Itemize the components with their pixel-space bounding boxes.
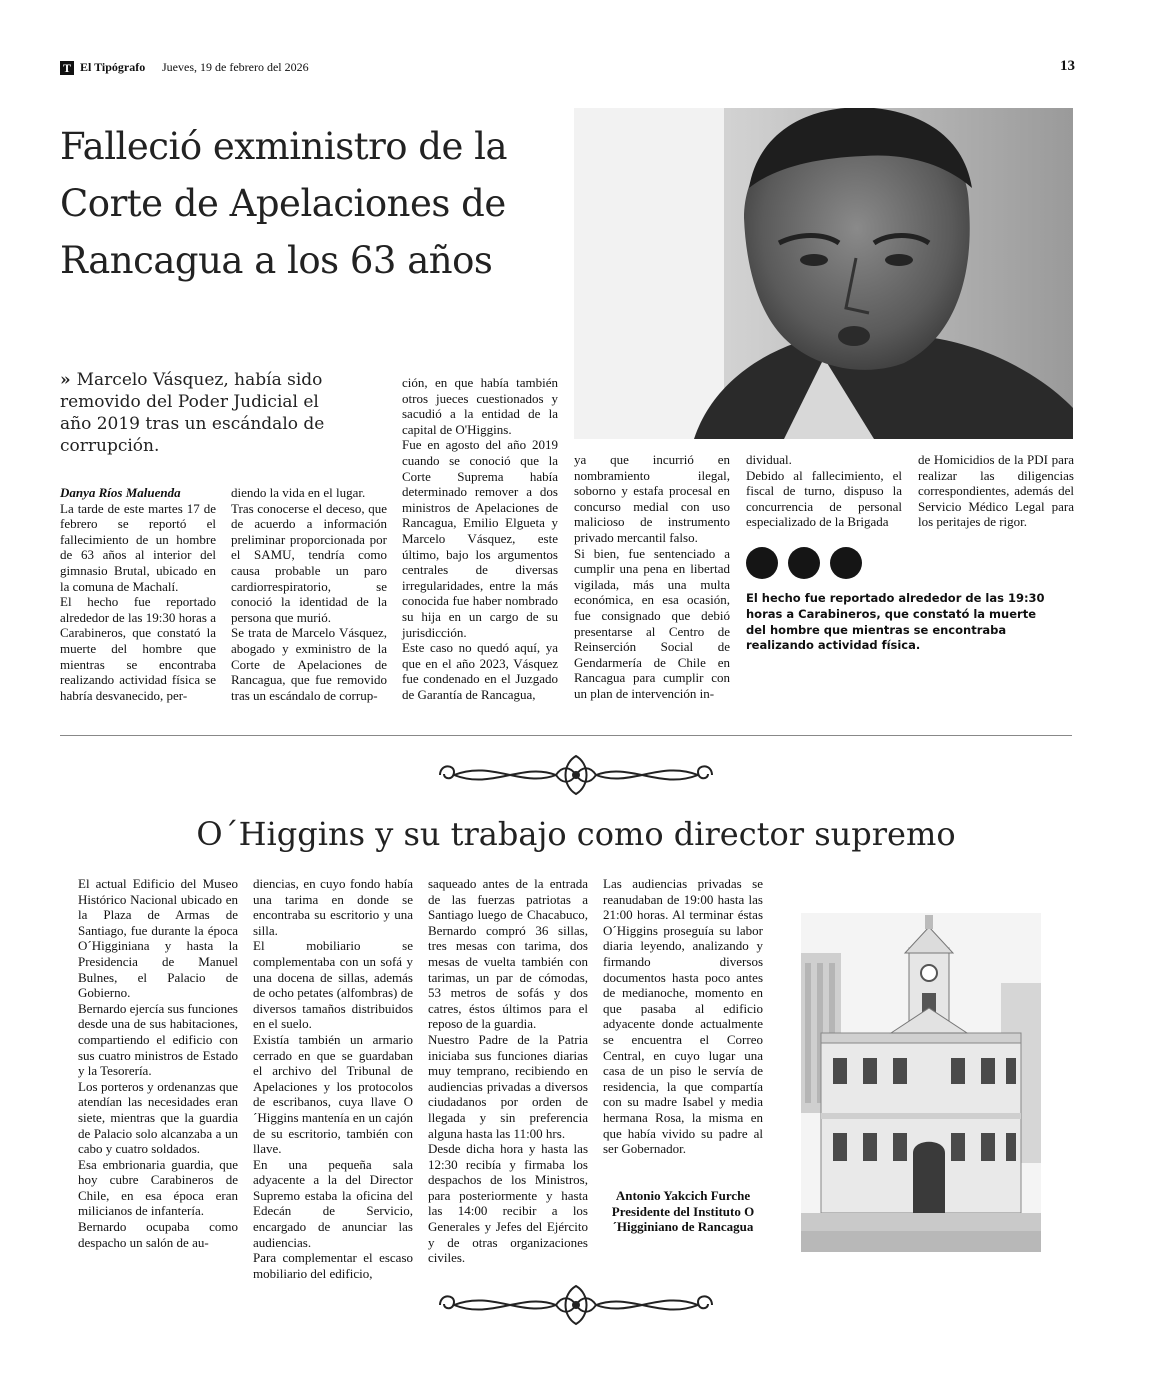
paragraph: Este caso no quedó aquí, ya que en el año 2023, Vásquez fue condenado en el Juzgado de Garantía de Rancagua, — [402, 640, 558, 702]
page-header — [60, 58, 1075, 80]
ornament-divider-icon — [432, 752, 720, 798]
paragraph: ya que incurrió en nombramiento ilegal, soborno y estafa procesal en concurso medial con uso malicioso de instrumento privado mercantil falso. — [574, 452, 730, 545]
paragraph: Desde dicha hora y hasta las 12:30 recibía y firmaba los despachos de los Ministros, para posteriormente y hasta las 14:00 recibir a los Generales y Jefes del Ejército y de otras organizaciones civiles. — [428, 1141, 588, 1266]
signature-name: Antonio Yakcich Furche — [615, 1188, 751, 1203]
article1-column-3 — [402, 375, 558, 702]
paragraph: de Homicidios de la PDI para realizar las diligencias correspondientes, además del Servicio Médico Legal para los peritajes de rigor. — [918, 452, 1074, 530]
paragraph: diendo la vida en el lugar. — [231, 485, 366, 500]
article2-headline: O´Higgins y su trabajo como director supremo — [196, 815, 956, 853]
portrait-photo — [574, 108, 1073, 439]
paragraph: El hecho fue reportado alrededor de las 19:30 horas a Carabineros, que constató la muerte del hombre que mientras se encontraba realizando actividad física se habría desvanecido, per- — [60, 594, 216, 703]
article2-column-3 — [428, 876, 588, 1266]
newspaper-logo: T — [60, 61, 74, 75]
paragraph: Si bien, fue sentenciado a cumplir una pena en libertad vigilada, más una multa económica, en esa ocasión, fue consignado que debió presentarse al Centro de Reinserción Social de Gendarmería de Chile en Rancagua para cumplir con un plan de intervención in- — [574, 545, 730, 701]
paragraph: dividual. — [746, 452, 792, 467]
article2-column-2 — [253, 876, 413, 1281]
paragraph: Bernardo ejercía sus funciones desde una de sus habitaciones, compartiendo el edificio con sus cuatro ministros de Estado y la Tesorería. — [78, 1000, 238, 1079]
issue-date: Jueves, 19 de febrero del 2026 — [162, 60, 309, 74]
dot-icon — [788, 547, 820, 579]
article1-column-1 — [60, 485, 216, 703]
paragraph: La tarde de este martes 17 de febrero se reportó el fallecimiento de un hombre de 63 años al interior del gimnasio Brutal, ubicado en la comuna de Machalí. — [60, 500, 216, 594]
paragraph: Se trata de Marcelo Vásquez, abogado y exministro de la Corte de Apelaciones de Rancagua, que fue removido tras un escándalo de corrup- — [231, 625, 387, 703]
paragraph: Para complementar el escaso mobiliario del edificio, — [253, 1250, 413, 1281]
quote-mark-icon: » — [60, 370, 71, 390]
dot-icon — [830, 547, 862, 579]
page-number: 13 — [1060, 58, 1075, 74]
highlight-caption: El hecho fue reportado alrededor de las 19:30 horas a Carabineros, que constató la muerte del hombre que mientras se encontraba realizando actividad física. — [746, 591, 1045, 653]
signature-role: Presidente del Instituto O´Higginiano de Rancagua — [611, 1203, 755, 1235]
paragraph: En una pequeña sala adyacente a la del Director Supremo estaba la oficina del Edecán de Servicio, encargado de anunciar las audiencias. — [253, 1156, 413, 1250]
paragraph: Bernardo ocupaba como despacho un salón de au- — [78, 1219, 238, 1250]
paragraph: Tras conocerse el deceso, que de acuerdo a información preliminar proporcionada por el SAMU, tendría como causa probable un paro cardiorrespiratorio, se conoció la identidad de la persona que murió. — [231, 500, 387, 625]
pull-quote-text: Marcelo Vásquez, había sido removido del Poder Judicial el año 2019 tras un escándalo de corrupción. — [60, 370, 325, 456]
paragraph: Las audiencias privadas se reanudaban de 19:00 hasta las 21:00 horas. Al terminar éstas O´Higgins proseguía su labor diaria leyendo, analizando y firmando diversos documentos hasta poco antes de medianoche, momento en que pasaba al edificio adyacente donde actualmente se encuentra el Correo Central, en cuyo lugar una casa de un piso le servía de residencia, la que compartía con su madre Isabel y media hermana Rosa, la misma en que había vivido su padre al ser Gobernador. — [603, 876, 763, 1157]
newspaper-name: El Tipógrafo — [80, 60, 146, 74]
article1-headline: Falleció exministro de la Corte de Apelaciones de Rancagua a los 63 años — [60, 125, 508, 282]
article2-column-1 — [78, 876, 238, 1250]
paragraph: diencias, en cuyo fondo había una tarima en donde se encontraba su escritorio y una silla. — [253, 876, 413, 938]
ornament-divider-icon — [432, 1282, 720, 1328]
paragraph: Existía también un armario cerrado en que se guardaban el archivo del Tribunal de Apelaciones y los protocolos de escribanos, cuya llave O´Higgins mantenía en un cajón de su escritorio, también con llave. — [253, 1031, 413, 1157]
dot-icon — [746, 547, 778, 579]
building-photo — [801, 913, 1041, 1252]
paragraph: Los porteros y ordenanzas que atendían las necesidades eran siete, mientras que la guardia de Palacio solo alcanzaba a un cabo y cuatro soldados. — [78, 1078, 238, 1157]
article1-column-2 — [231, 485, 387, 703]
article2-column-4 — [603, 876, 763, 1157]
paragraph: El mobiliario se complementaba con un sofá y una docena de sillas, además de ocho petates (alfombras) de diversos tamaños distribuidos en el suelo. — [253, 938, 413, 1032]
paragraph: Esa embrionaria guardia, que hoy cubre Carabineros de Chile, en esa época eran milicianos de infantería. — [78, 1156, 238, 1219]
paragraph: El actual Edificio del Museo Histórico Nacional ubicado en la Plaza de Armas de Santiago, fue durante la época O´Higginiana y hasta la Presidencia de Manuel Bulnes, el Palacio de Gobierno. — [78, 876, 238, 1001]
decorative-dots — [746, 547, 866, 579]
byline: Danya Ríos Maluenda — [60, 485, 181, 500]
paragraph: Debido al fallecimiento, el fiscal de turno, dispuso la concurrencia de personal especializado de la Brigada — [746, 467, 902, 530]
paragraph: Fue en agosto del año 2019 cuando se conoció que la Corte Suprema había determinado remover a dos ministros de Apelaciones de Rancagua, Emilio Elgueta y Marcelo Vásquez, este último, bajo los argumentos centrales de diversas irregularidades, entre la más conocida fue haber nombrado su hija en un cargo de su jurisdicción. — [402, 437, 558, 640]
article1-column-4 — [574, 452, 730, 702]
article1-column-5 — [746, 452, 902, 530]
paragraph: ción, en que había también otros jueces cuestionados y sacudió a la entidad de la capital de O'Higgins. — [402, 375, 558, 437]
section-divider — [60, 735, 1072, 736]
paragraph: Nuestro Padre de la Patria iniciaba sus funciones diarias muy temprano, recibiendo en audiencias privadas a diversos ciudadanos por orden de llegada y sin preferencia alguna hasta las 11:00 hrs. — [428, 1031, 588, 1141]
author-signature — [603, 1188, 763, 1235]
pull-quote — [60, 369, 350, 457]
paragraph: saqueado antes de la entrada de las fuerzas patriotas a Santiago luego de Chacabuco, Bernardo compró 36 sillas, tres mesas con tarima, dos mesas de vuelta también con tarimas, un par de cómodas, 53 metros de sofás y dos catres, éstos últimos para el reposo de la guardia. — [428, 876, 588, 1032]
article1-column-6 — [918, 452, 1074, 530]
